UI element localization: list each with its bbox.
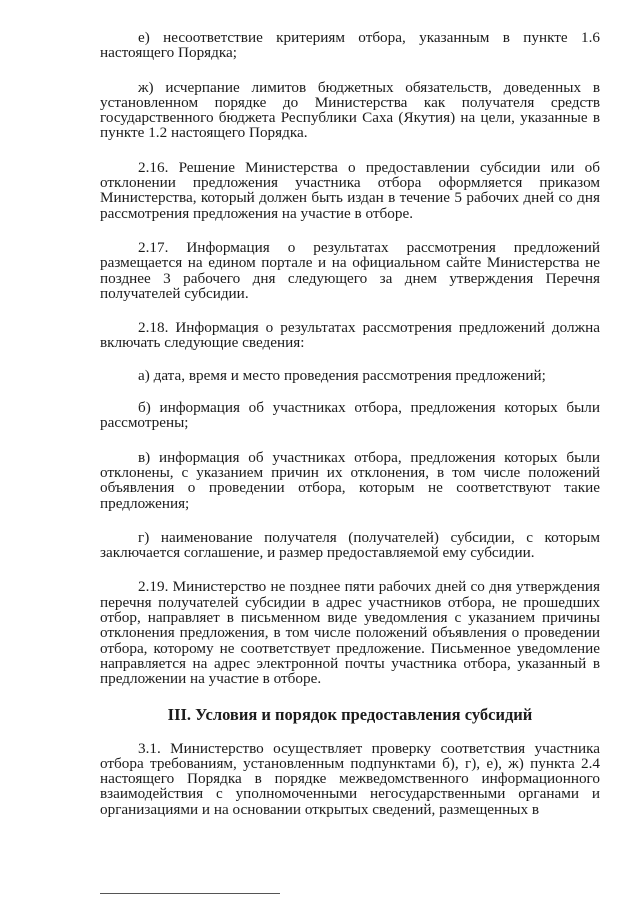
paragraph-item-b: б) информация об участниках отбора, предложения которых были рассмотрены; bbox=[100, 399, 600, 432]
footnote-divider bbox=[100, 893, 280, 894]
paragraph-2-18: 2.18. Информация о результатах рассмотрения предложений должна включать следующие сведения: bbox=[100, 319, 600, 352]
section-heading: III. Условия и порядок предоставления субсидий bbox=[167, 704, 533, 724]
paragraph-item-v: в) информация об участниках отбора, предложения которых были отклонены, с указанием причин их отклонения, в том числе положений объявления о проведении отбора, которым не соответствуют такие предложения; bbox=[100, 448, 600, 512]
paragraph-item-a: а) дата, время и место проведения рассмотрения предложений; bbox=[138, 366, 546, 384]
paragraph-item-zh: ж) исчерпание лимитов бюджетных обязательств, доведенных в установленном порядке до Министерства как получателя средств государственного бюджета Республики Саха (Якутия) на цели, указанные в пункте 1.2 настоящего Порядка. bbox=[100, 78, 600, 142]
paragraph-3-1: 3.1. Министерство осуществляет проверку соответствия участника отбора требованиям, установленным подпунктами б), г), е), ж) пункта 2.4 настоящего Порядка в порядке межведомственного информационного взаимодействия с уполномоченными негосударственными органами и организациями и на основании открытых сведений, размещенных в bbox=[100, 739, 600, 818]
paragraph-item-e: е) несоответствие критериям отбора, указанным в пункте 1.6 настоящего Порядка; bbox=[100, 29, 600, 62]
paragraph-2-17: 2.17. Информация о результатах рассмотрения предложений размещается на едином портале и на официальном сайте Министерства не позднее 3 рабочего дня следующего за днем утверждения Перечня получателей субсидии. bbox=[100, 238, 600, 302]
paragraph-2-16: 2.16. Решение Министерства о предоставлении субсидии или об отклонении предложения участника отбора оформляется приказом Министерства, который должен быть издан в течение 5 рабочих дней со дня рассмотрения предложения на участие в отборе. bbox=[100, 158, 600, 222]
paragraph-item-g: г) наименование получателя (получателей) субсидии, с которым заключается соглашение, и размер предоставляемой ему субсидии. bbox=[100, 528, 600, 562]
paragraph-2-19: 2.19. Министерство не позднее пяти рабочих дней со дня утверждения перечня получателей субсидии в адрес участников отбора, не прошедших отбор, направляет в письменном виде уведомления с указанием причины отклонения предложения, в том числе положений объявления о проведении отбора, которому не соответствует предложение. Письменное уведомление направляется на адрес электронной почты участника отбора, указанный в предложении на участие в отборе. bbox=[100, 578, 600, 688]
